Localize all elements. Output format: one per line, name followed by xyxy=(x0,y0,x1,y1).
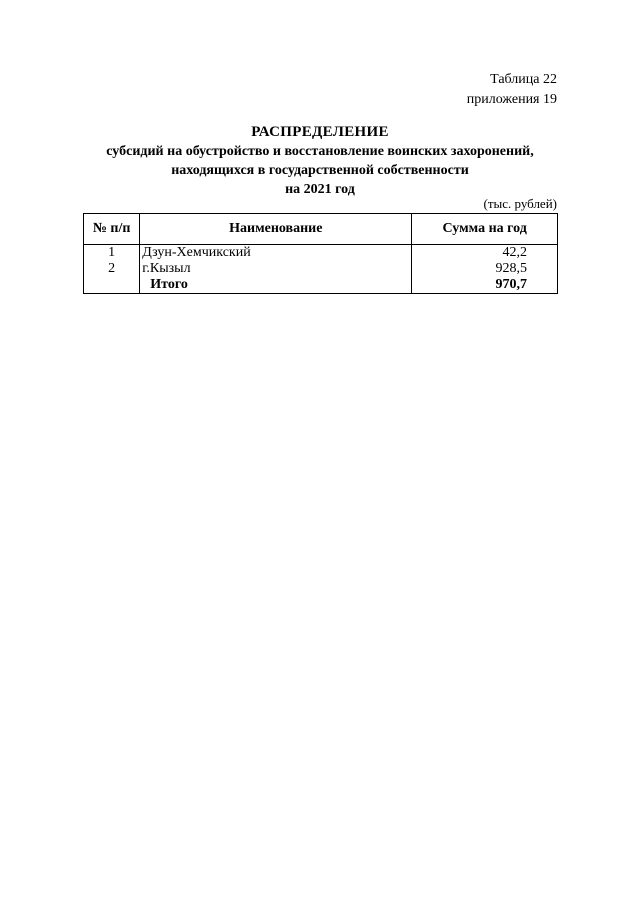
distribution-table xyxy=(83,213,558,294)
row-sum: 42,2 xyxy=(412,245,558,262)
document-title xyxy=(0,123,640,199)
title-line-3: на 2021 год xyxy=(285,182,355,197)
title-line-1: субсидий на обустройство и восстановление воинских захоронений, xyxy=(106,144,534,159)
total-sum: 970,7 xyxy=(412,277,558,294)
title-line-2: находящихся в государственной собственности xyxy=(171,163,469,178)
column-header-number: № п/п xyxy=(84,214,140,245)
row-name: Дзун-Хемчикский xyxy=(140,245,412,262)
column-header-sum: Сумма на год xyxy=(412,214,558,245)
units-note: (тыс. рублей) xyxy=(483,196,557,211)
row-number: 2 xyxy=(84,261,140,277)
total-label: Итого xyxy=(140,277,412,294)
table-row xyxy=(84,261,558,277)
row-name: г.Кызыл xyxy=(140,261,412,277)
table-reference xyxy=(467,70,557,110)
total-row-number xyxy=(84,277,140,294)
row-number: 1 xyxy=(84,245,140,262)
appendix-number: приложения 19 xyxy=(466,92,557,107)
column-header-name: Наименование xyxy=(140,214,412,245)
table-header-row xyxy=(84,214,558,245)
table-row xyxy=(84,245,558,262)
table-number: Таблица 22 xyxy=(490,72,557,87)
total-row xyxy=(84,277,558,294)
title-main: РАСПРЕДЕЛЕНИЕ xyxy=(251,124,389,140)
row-sum: 928,5 xyxy=(412,261,558,277)
